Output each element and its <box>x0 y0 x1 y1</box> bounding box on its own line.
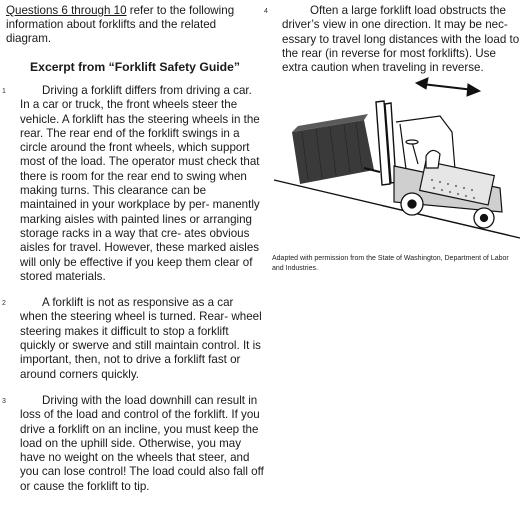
paragraph-4 <box>264 4 522 75</box>
illustration-credit: Adapted with permission from the State of Washington, Department of Labor and Industries. <box>272 255 509 272</box>
paragraph-text: Often a large forklift load obstructs the driver’s view in one direction. It may be nec- essary to travel long distances with the load to the rear (in reverse for most forklifts). Use extra caution when traveling in reverse. <box>282 4 520 75</box>
paragraph-2 <box>2 296 264 382</box>
paragraph-1 <box>2 84 264 284</box>
forklift-illustration <box>272 72 522 242</box>
paragraph-number: 1 <box>2 88 6 95</box>
paragraph-number: 4 <box>264 8 268 15</box>
load-crate <box>292 114 374 184</box>
left-column <box>2 0 264 506</box>
paragraph-3 <box>2 393 264 494</box>
paragraph-number: 2 <box>2 300 6 308</box>
intro-question-range: Questions 6 through 10 <box>6 4 127 17</box>
intro-rest: refer to the following information about forklifts and the related diagram. <box>6 4 235 45</box>
paragraph-text: Driving a forklift differs from driving a car. In a car or truck, the front wheels steer the vehicle. A forklift has the steering wheels in the rear. The rear end of the forklift swings in a circle around the front wheels, which support most of the load. The operator must check that there is room for the rear end to swing when making turns. This clearance can be maintained in your workplace by per- manently marking aisles with painted lines or arranging storage racks in a way that cre- ates obvious aisles for travel. However, these marked aisles will only be effective if you keep them clear of stored materials. <box>20 84 260 283</box>
direction-arrow-icon <box>416 78 480 96</box>
intro-text <box>6 4 264 46</box>
excerpt-title: Excerpt from “Forklift Safety Guide” <box>30 60 240 74</box>
paragraph-text: A forklift is not as responsive as a car when the steering wheel is turned. Rear- wheel steering makes it difficult to stop a forklift quickly or swerve and still maintain control. It is important, then, not to drive a forklift fast or around corners quickly. <box>20 296 262 381</box>
paragraph-number: 3 <box>2 397 6 405</box>
paragraph-text: Driving with the load downhill can result in loss of the load and control of the forklift. If you drive a forklift on an incline, you must keep the load on the uphill side. Otherwise, you may have no weight on the wheels that steer, and you can lose control! The load could also fall off or cause the forklift to tip. <box>20 393 264 493</box>
right-column <box>264 0 522 75</box>
